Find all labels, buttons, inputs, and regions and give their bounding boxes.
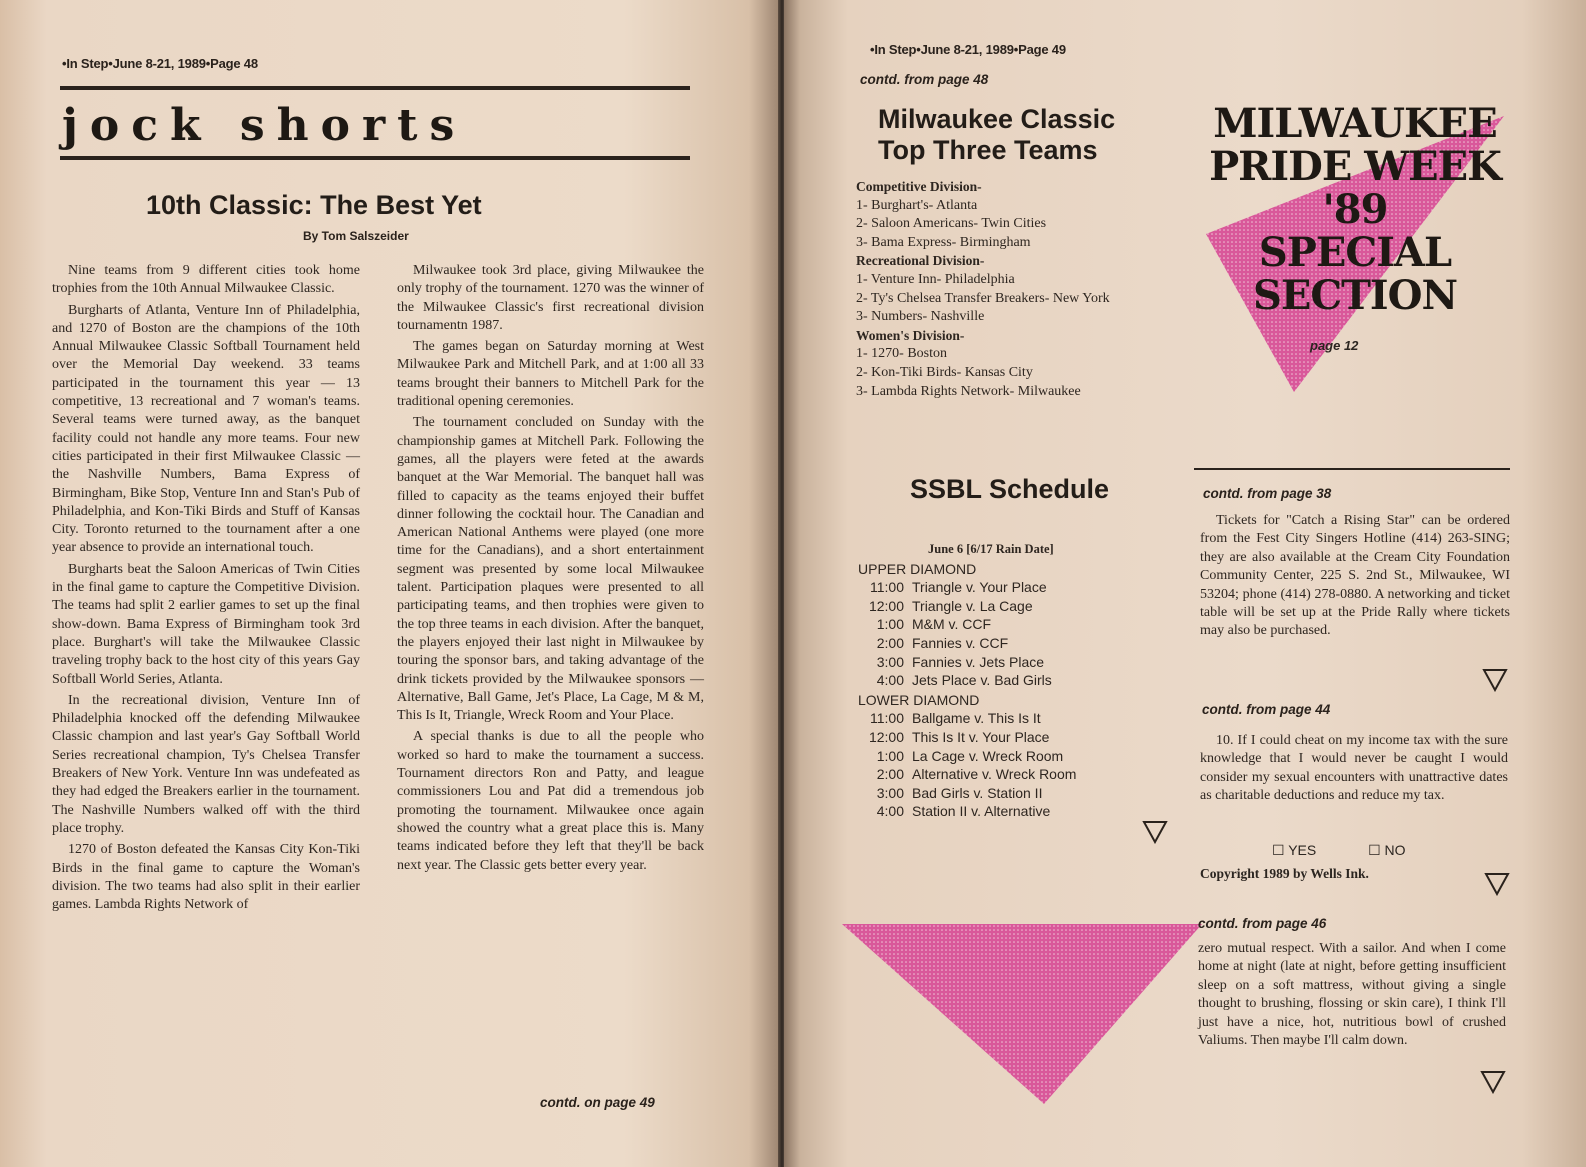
division-team: 3- Numbers- Nashville xyxy=(856,309,985,325)
pride-line-3: '89 xyxy=(1322,186,1388,233)
contd-46-paragraph: zero mutual respect. With a sailor. And when I come home at night (late at night, before getting insufficient sleep on a soft mattress, without giving a single thought to brushing, flossing or skin care), I think I'll just have a nice, hot, nutritious bowl of crushed Valiums. Then maybe I'll calm down. xyxy=(1198,941,1506,1049)
article-column-1 xyxy=(52,262,360,917)
article-headline: 10th Classic: The Best Yet xyxy=(146,190,482,220)
banner-title: jock shorts xyxy=(62,100,467,151)
pride-week-heading xyxy=(1196,102,1514,317)
schedule-row xyxy=(858,728,1076,747)
division-team: 3- Bama Express- Birmingham xyxy=(856,234,1031,250)
division-team: 1- Venture Inn- Philadelphia xyxy=(856,271,1015,287)
article-paragraph: The tournament concluded on Sunday with the championship games at Mitchell Park. Following the games, all the players were feted at the awards banquet at the War Memorial. The banquet hall was filled to capacity as the teams enjoyed their buffet dinner following the cocktail hour. The Canadian and American National Anthems were played (one more time for the Canadians), and a short entertainment segment was presented by some local Milwaukee talent. Participation plaques were presented to all participating teams, and then trophies were given to the top three teams in each division. After the banquet, the players enjoyed their last night in Milwaukee by touring the sponsor bars, and taking advantage of the drink tickets provided by the Milwaukee sponsors — Alternative, Ball Game, Jet's Place, La Cage, M & M, This Is It, Triangle, Wreck Room and Your Place. xyxy=(397,415,704,724)
article-byline: By Tom Salszeider xyxy=(303,229,409,243)
game-match: M&M v. CCF xyxy=(912,616,992,633)
pride-line-5: SECTION xyxy=(1252,272,1458,319)
pride-line-4: SPECIAL xyxy=(1258,229,1452,276)
schedule-section: UPPER DIAMOND xyxy=(858,560,977,577)
section-rule xyxy=(1194,468,1510,470)
game-time: 2:00 xyxy=(876,766,904,783)
article-paragraph: Milwaukee took 3rd place, giving Milwaukee the only trophy of the tournament. 1270 was the winner of the Milwaukee Classic's first recreational division tournamentn 1987. xyxy=(397,263,704,333)
game-time: 4:00 xyxy=(876,803,904,820)
article-paragraph: Burgharts of Atlanta, Venture Inn of Philadelphia, and 1270 of Boston are the champions of the 10th Annual Milwaukee Classic Softball Tournament held over the Memorial Day weekend. 33 teams participated in the tournament this year — 13 competitive, 13 recreational and 7 woman's teams. Several teams were turned away, as the banquet facility could not handle any more teams. Four new cities participated in their first Milwaukee Classic — the Nashville Numbers, Bama Express of Birmingham, Bike Stop, Venture Inn and Stan's Pub of Philadelphia, and Kon-Tiki Birds and Stuff of Kansas City. Toronto returned to the tournament after a one year absence to provide an international touch. xyxy=(52,302,360,556)
game-match: Fannies v. Jets Place xyxy=(912,653,1045,670)
article-paragraph: Burgharts beat the Saloon Americas of Twin Cities in the final game to capture the Competitive Division. The teams had split 2 earlier games to set up the final show-down. Bama Express of Birmingham took 3rd place. Burghart's will take the Milwaukee Classic traveling trophy back to the host city of this years Gay Softball World Series, Atlanta. xyxy=(52,561,360,687)
schedule-row xyxy=(858,765,1076,784)
game-time: 4:00 xyxy=(876,672,904,689)
top-three-title xyxy=(878,104,1115,166)
article-column-2 xyxy=(397,262,704,878)
pride-line-1: MILWAUKEE xyxy=(1213,100,1497,147)
yes-option: ☐ YES xyxy=(1272,842,1317,858)
contd-38-text xyxy=(1200,512,1510,641)
game-match: Alternative v. Wreck Room xyxy=(912,766,1077,783)
schedule-row xyxy=(858,747,1076,766)
game-time: 11:00 xyxy=(870,579,904,596)
running-head-left: •In Step•June 8-21, 1989•Page 48 xyxy=(62,56,258,71)
left-page xyxy=(0,0,780,1167)
end-mark-icon xyxy=(1142,820,1168,844)
end-mark-icon xyxy=(1484,872,1510,896)
contd-from-48-label: contd. from page 48 xyxy=(860,72,989,87)
article-paragraph: 1270 of Boston defeated the Kansas City Kon-Tiki Birds in the final game to capture the Woman's division. The two teams had also split in their earlier games. Lambda Rights Network of xyxy=(52,842,360,913)
contd-44-text xyxy=(1200,732,1508,806)
top-three-title-line1: Milwaukee Classic xyxy=(878,104,1116,134)
schedule-row xyxy=(858,615,1076,634)
continued-on-label: contd. on page 49 xyxy=(540,1095,655,1110)
schedule-row xyxy=(858,653,1076,672)
division-team: 1- Burghart's- Atlanta xyxy=(856,197,978,213)
contd-38-paragraph: Tickets for "Catch a Rising Star" can be ordered from the Fest City Singers Hotline (414) 263-SING; they are also available at the Cream City Foundation Community Center, 225 S. 2nd St., Milwaukee, WI 53204; phone (414) 278-0880. A networking and ticket table will be set up at the Pride Rally where tickets may also be purchased. xyxy=(1200,513,1510,639)
running-head-right: •In Step•June 8-21, 1989•Page 49 xyxy=(870,42,1066,57)
top-three-title-line2: Top Three Teams xyxy=(878,135,1098,165)
game-time: 1:00 xyxy=(876,747,904,764)
schedule-row xyxy=(858,634,1076,653)
pride-line-2: PRIDE WEEK xyxy=(1209,143,1501,190)
division-team: 2- Ty's Chelsea Transfer Breakers- New York xyxy=(856,290,1110,306)
schedule-row xyxy=(858,802,1076,821)
copyright-line: Copyright 1989 by Wells Ink. xyxy=(1200,866,1369,881)
game-match: Jets Place v. Bad Girls xyxy=(912,672,1052,689)
game-match: Ballgame v. This Is It xyxy=(912,710,1041,727)
division-team: 2- Kon-Tiki Birds- Kansas City xyxy=(856,364,1033,380)
game-match: Bad Girls v. Station II xyxy=(912,784,1043,801)
game-match: La Cage v. Wreck Room xyxy=(912,747,1064,764)
game-time: 11:00 xyxy=(870,710,904,727)
pride-page-ref: page 12 xyxy=(1310,338,1359,353)
contd-44-paragraph: 10. If I could cheat on my income tax with the sure knowledge that I would never be caught I would consider my sexual encounters with unattractive dates as charitable deductions and reduce my tax. xyxy=(1200,733,1508,804)
contd-from-38-label: contd. from page 38 xyxy=(1203,486,1332,501)
end-mark-icon xyxy=(1482,668,1508,692)
game-time: 1:00 xyxy=(876,616,904,633)
schedule-section: LOWER DIAMOND xyxy=(858,691,980,708)
game-match: Triangle v. Your Place xyxy=(912,579,1047,596)
division-team: 1- 1270- Boston xyxy=(856,346,947,362)
article-paragraph: A special thanks is due to all the people who worked so hard to make the tournament a success. Tournament directors Ron and Patty, and league commissioners Lou and Pat did a tremendous job promoting the tournament. Milwaukee once again showed the country what a great place this is. Many teams indicated before they left that they'll be back next year. The Classic gets better every year. xyxy=(397,729,704,873)
schedule-row xyxy=(858,784,1076,803)
game-match: Fannies v. CCF xyxy=(912,634,1009,651)
no-option: ☐ NO xyxy=(1368,842,1406,858)
division-team: 2- Saloon Americans- Twin Cities xyxy=(856,216,1047,232)
schedule-row xyxy=(858,709,1076,728)
game-match: Station II v. Alternative xyxy=(912,803,1051,820)
division-heading: Recreational Division- xyxy=(856,253,985,269)
article-paragraph: Nine teams from 9 different cities took home trophies from the 10th Annual Milwaukee Classic. xyxy=(52,263,360,297)
game-match: Triangle v. La Cage xyxy=(912,597,1033,614)
end-mark-icon xyxy=(1480,1070,1506,1094)
ssbl-schedule xyxy=(858,540,1076,821)
article-paragraph: The games began on Saturday morning at West Milwaukee Park and Mitchell Park, and at 1:00 all 33 teams brought their banners to Mitchell Park for the traditional opening ceremonies. xyxy=(397,339,704,410)
ssbl-schedule-title: SSBL Schedule xyxy=(910,474,1110,504)
article-paragraph: In the recreational division, Venture Inn of Philadelphia knocked off the defending Milwaukee Classic champion and last year's Gay Softball World Series recreational champion, Ty's Chelsea Transfer Breakers of New York. Venture Inn was undefeated as they had edged the Breakers earlier in the tournament. The Nashville Numbers walked off with the third place trophy. xyxy=(52,692,360,836)
division-results xyxy=(856,178,1166,401)
schedule-row xyxy=(858,597,1076,616)
division-heading: Competitive Division- xyxy=(856,179,982,194)
game-match: This Is It v. Your Place xyxy=(912,728,1050,745)
game-time: 2:00 xyxy=(876,634,904,651)
pink-triangle-graphic xyxy=(840,920,1204,1108)
banner-rule-bottom xyxy=(60,156,690,160)
contd-from-44-label: contd. from page 44 xyxy=(1202,702,1331,717)
game-time: 3:00 xyxy=(876,653,904,670)
game-time: 12:00 xyxy=(868,728,904,745)
game-time: 12:00 xyxy=(868,597,904,614)
banner-rule-top xyxy=(60,86,690,90)
contd-from-46-label: contd. from page 46 xyxy=(1198,916,1327,931)
schedule-date: June 6 [6/17 Rain Date] xyxy=(928,542,1054,556)
contd-46-text xyxy=(1198,940,1506,1050)
division-heading: Women's Division- xyxy=(856,327,965,343)
division-team: 3- Lambda Rights Network- Milwaukee xyxy=(856,383,1081,399)
game-time: 3:00 xyxy=(876,784,904,801)
yes-no-options xyxy=(1272,842,1454,859)
schedule-row xyxy=(858,578,1076,597)
schedule-row xyxy=(858,671,1076,690)
